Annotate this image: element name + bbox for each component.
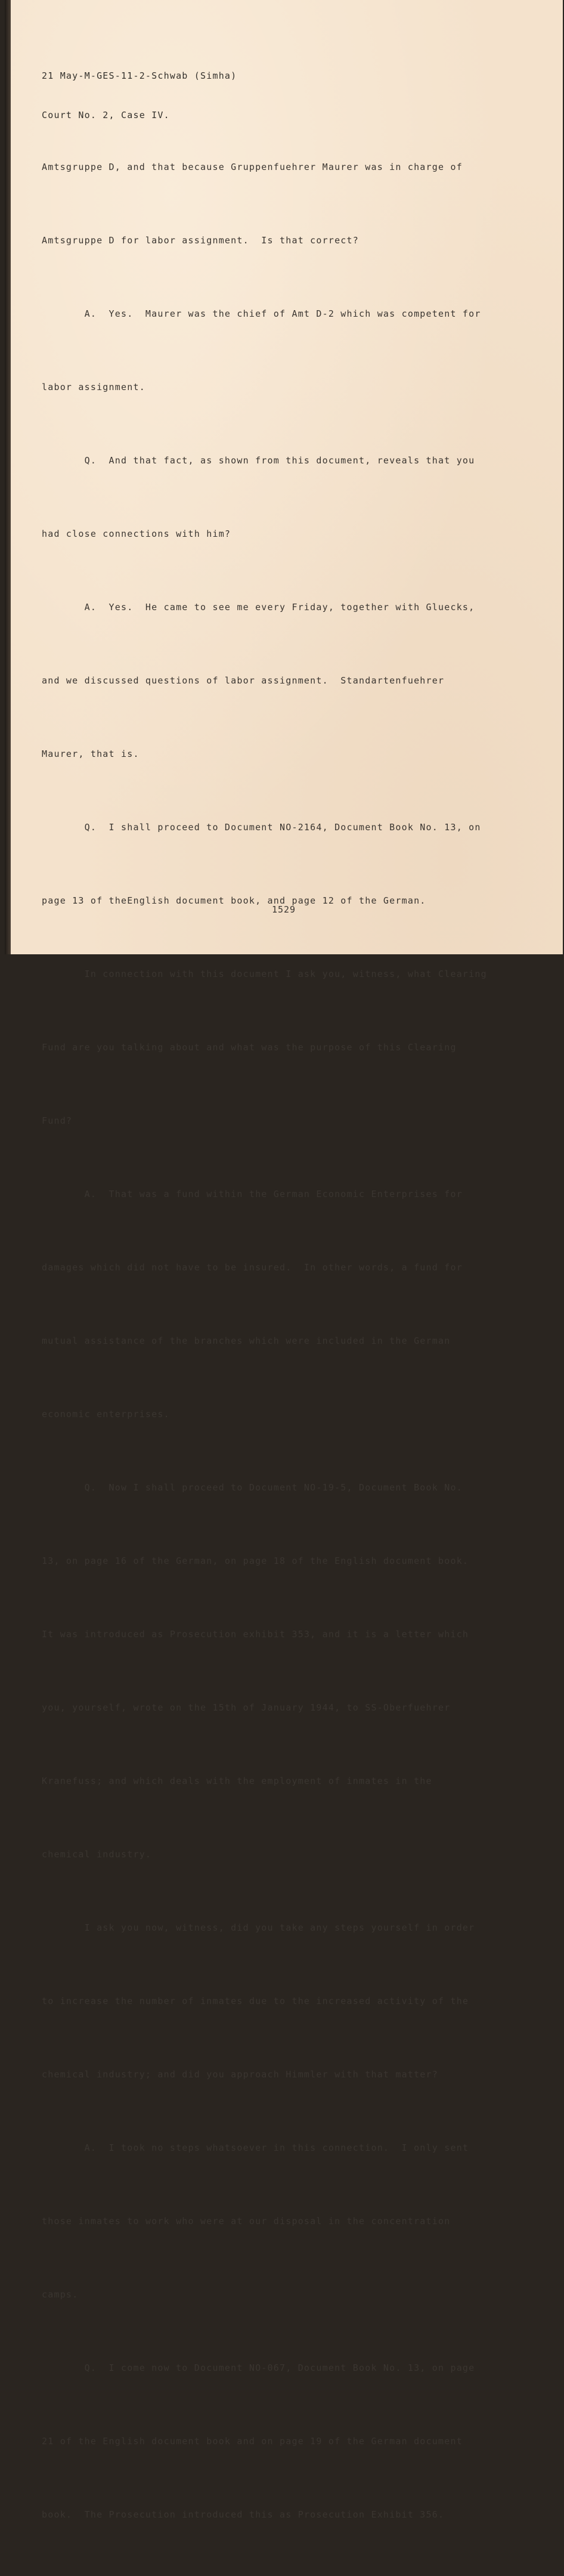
body-line: A. That was a fund within the German Economic Enterprises for: [42, 1189, 463, 1199]
body-line: Fund are you talking about and what was the purpose of this Clearing: [42, 1042, 457, 1053]
body-line: book. The Prosecution introduced this as Prosecution Exhibit 356.: [42, 2509, 445, 2520]
body-line: I ask you now, witness, did you take any steps yourself in order: [42, 1922, 475, 1933]
body-line: It was introduced as Prosecution exhibit 353, and it is a letter which: [42, 1629, 469, 1640]
body-line: chemical industry.: [42, 1849, 152, 1860]
body-line: and we discussed questions of labor assignment. Standartenfuehrer: [42, 675, 445, 686]
body-line: A. Yes. He came to see me every Friday, together with Gluecks,: [42, 602, 475, 613]
body-line: labor assignment.: [42, 382, 145, 392]
body-line: Amtsgruppe D for labor assignment. Is that correct?: [42, 235, 359, 246]
body-line: A. Yes. Maurer was the chief of Amt D-2 which was competent for: [42, 308, 481, 319]
body-line: economic enterprises.: [42, 1409, 170, 1420]
body-line: Q. I shall proceed to Document NO-2164, Document Book No. 13, on: [42, 822, 481, 833]
body-line: Maurer, that is.: [42, 749, 140, 759]
body-line: to increase the number of inmates due to the increased activity of the: [42, 1996, 469, 2006]
body-line: damages which did not have to be insured. In other words, a fund for: [42, 1262, 463, 1273]
transcript-body: [42, 106, 487, 2576]
body-line: Amtsgruppe D, and that because Gruppenfuehrer Maurer was in charge of: [42, 162, 463, 172]
body-line: had close connections with him?: [42, 528, 231, 539]
body-line: Kranefuss; and which deals with the employment of inmates in the: [42, 1776, 432, 1786]
header-line-2: Court No. 2, Case IV.: [42, 110, 170, 120]
body-line: Fund?: [42, 1115, 73, 1126]
body-line: page 13 of theEnglish document book, and page 12 of the German.: [42, 895, 426, 906]
body-line: mutual assistance of the branches which were included in the German: [42, 1335, 451, 1346]
body-line: Q. I come now to Document NO-067, Document Book No. 13, on page: [42, 2362, 475, 2373]
binding-edge: [5, 0, 11, 954]
body-line: In connection with this document I ask you, witness, what Clearing: [42, 969, 487, 979]
body-line: A. I took no steps whatsoever in this connection. I only sent: [42, 2142, 469, 2153]
body-line: those inmates to work who were at our disposal in the concentration: [42, 2216, 451, 2226]
body-line: 21 of the English document book and on page 19 of the German document: [42, 2436, 463, 2447]
body-line: Q. And that fact, as shown from this document, reveals that you: [42, 455, 475, 466]
body-line: chemical industry; and did you approach Himmler with that matter?: [42, 2069, 438, 2080]
body-line: camps.: [42, 2289, 79, 2300]
document-page: [5, 0, 563, 2520]
body-line: Q. Now I shall proceed to Document NO-19-5, Document Book No.: [42, 1482, 463, 1493]
header-line-1: 21 May-M-GES-11-2-Schwab (Simha): [42, 70, 237, 81]
body-line: you, yourself, wrote on the 15th of January 1944, to SS-Oberfuehrer: [42, 1702, 451, 1713]
page-number: 1529: [271, 904, 296, 915]
body-line: 13, on page 16 of the German, on page 18 of the English document book.: [42, 1556, 469, 1566]
